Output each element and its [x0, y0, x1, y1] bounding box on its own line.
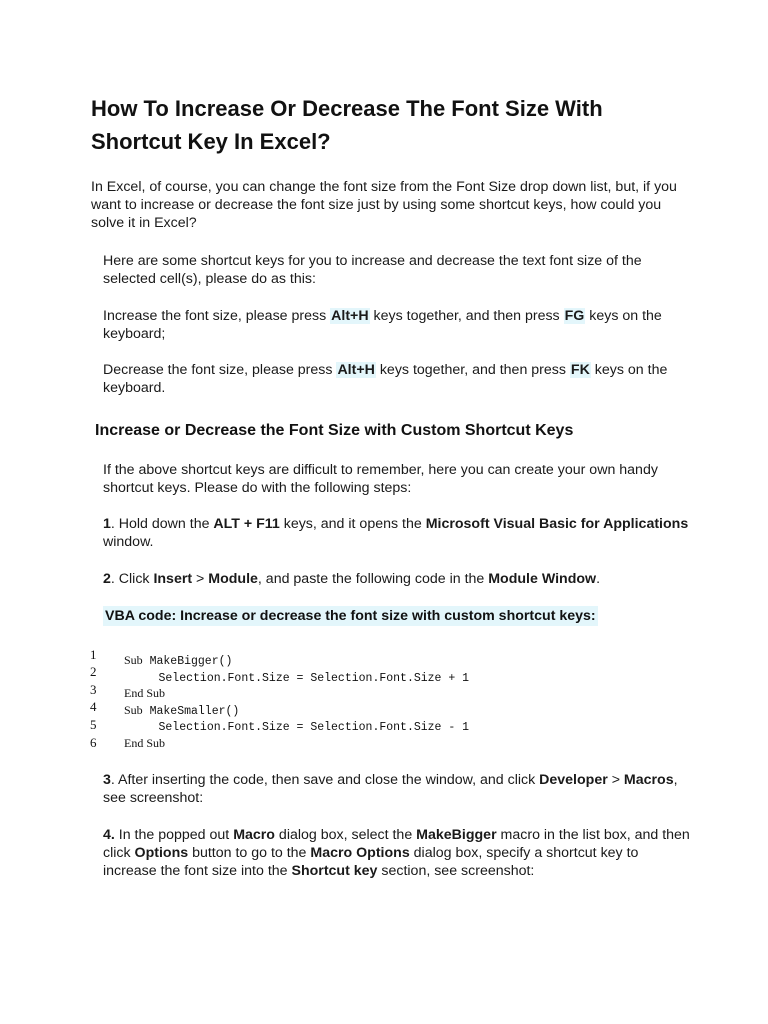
step-2-insert: Insert [153, 571, 193, 587]
vba-code-heading: VBA code: Increase or decrease the font size with custom shortcut keys: [105, 608, 596, 624]
step-4-makebigger: MakeBigger [416, 827, 497, 843]
increase-key-fg: FG [564, 308, 585, 324]
step-2-text-b: > [192, 571, 209, 587]
article-title: How To Increase Or Decrease The Font Size With Shortcut Key In Excel? [91, 96, 603, 154]
step-1-vba-window-name: Microsoft Visual Basic for Applications [425, 516, 689, 532]
step-1-number: 1 [103, 516, 111, 532]
step-4-macro-options: Macro Options [310, 845, 410, 861]
step-4-text-d: button to go to the [188, 845, 311, 861]
code-line-number: 2 [90, 664, 97, 679]
code-text: MakeBigger() [142, 655, 233, 668]
step-4-text-e: dialog box, specify a shortcut key to increase the font size into the [103, 845, 639, 879]
step-2-paragraph [103, 570, 693, 588]
code-line-number: 3 [90, 682, 97, 697]
step-4-number: 4. [103, 827, 115, 843]
step-2-text-d: . [596, 571, 601, 587]
increase-shortcut-paragraph [103, 307, 693, 343]
step-1-keys: ALT + F11 [213, 516, 280, 532]
code-line [124, 703, 469, 720]
step-3-macros: Macros [623, 772, 674, 788]
increase-prefix: Increase the font size, please press [103, 308, 331, 324]
step-4-macro: Macro [233, 827, 275, 843]
step-4-text-b: dialog box, select the [274, 827, 417, 843]
step-3-text-b: > [607, 772, 624, 788]
step-1-paragraph [103, 515, 693, 551]
increase-middle: keys together, and then press [369, 308, 564, 324]
step-2-module: Module [208, 571, 258, 587]
code-line [124, 719, 469, 736]
decrease-prefix: Decrease the font size, please press [103, 362, 337, 378]
code-text: Selection.Font.Size = Selection.Font.Size + 1 [124, 671, 470, 685]
shortcuts-intro-paragraph: Here are some shortcut keys for you to increase and decrease the text font size of the selected cell(s), please do as this: [103, 253, 642, 287]
code-line-number: 1 [90, 647, 97, 662]
step-2-text-a: . Click [110, 571, 154, 587]
step-1-text-b: keys, and it opens the [279, 516, 426, 532]
code-keyword: End Sub [124, 735, 166, 750]
code-text: MakeSmaller() [142, 704, 240, 718]
decrease-key-fk: FK [570, 362, 590, 378]
intro-paragraph: In Excel, of course, you can change the font size from the Font Size drop down list, but, if you want to increase or decrease the font size just by using some shortcut keys, how could you solve it in Excel? [91, 179, 677, 231]
step-4-text-f: section, see screenshot: [377, 863, 535, 879]
code-line [124, 736, 469, 753]
vba-code-block [124, 653, 469, 753]
step-4-shortcut-key: Shortcut key [291, 863, 378, 879]
code-line-number: 4 [90, 699, 97, 714]
step-3-text-c: , see screenshot: [103, 772, 678, 806]
step-4-options: Options [134, 845, 189, 861]
step-4-paragraph [103, 826, 693, 880]
code-keyword: End Sub [124, 686, 166, 701]
step-4-text-c: macro in the list box, and then click [103, 827, 690, 861]
step-1-text-c: window. [103, 534, 154, 550]
step-2-number: 2 [103, 571, 111, 587]
step-3-developer: Developer [539, 772, 608, 788]
code-line-number: 6 [90, 735, 97, 750]
code-keyword: Sub [124, 702, 143, 717]
decrease-shortcut-paragraph [103, 361, 693, 397]
decrease-middle: keys together, and then press [375, 362, 570, 378]
code-line-number: 5 [90, 717, 97, 732]
step-3-text-a: . After inserting the code, then save and close the window, and click [110, 772, 540, 788]
step-4-text-a: In the popped out [114, 827, 234, 843]
decrease-key-alt-h: Alt+H [337, 362, 375, 378]
step-3-number: 3 [103, 772, 111, 788]
step-2-text-c: , and paste the following code in the [257, 571, 489, 587]
decrease-suffix: keys on the keyboard. [103, 362, 668, 396]
section-heading: Increase or Decrease the Font Size with Custom Shortcut Keys [95, 422, 574, 439]
code-line [124, 653, 469, 670]
code-line [124, 686, 469, 703]
section-intro-paragraph: If the above shortcut keys are difficult to remember, here you can create your own handy shortcut keys. Please do with the following steps: [103, 462, 658, 496]
code-text: Selection.Font.Size = Selection.Font.Size - 1 [124, 721, 470, 735]
step-3-paragraph [103, 771, 693, 807]
increase-key-alt-h: Alt+H [331, 308, 369, 324]
increase-suffix: keys on the keyboard; [103, 308, 662, 342]
code-line [124, 670, 469, 687]
step-1-text-a: . Hold down the [110, 516, 214, 532]
code-keyword: Sub [124, 653, 143, 667]
step-2-module-window: Module Window [488, 571, 597, 587]
